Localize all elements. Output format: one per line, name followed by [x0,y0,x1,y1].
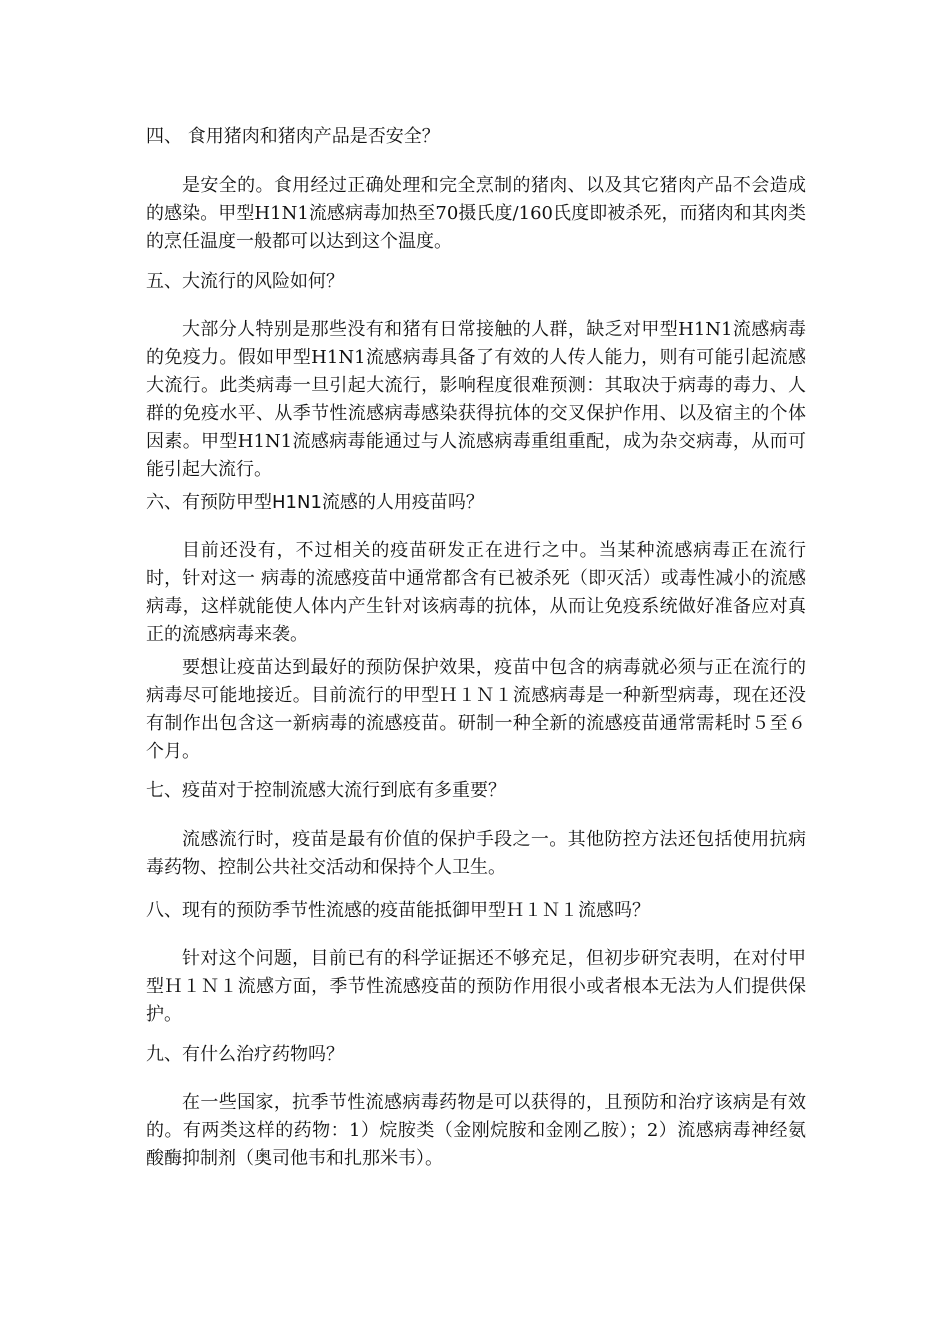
section-5-paragraph: 大部分人特别是那些没有和猪有日常接触的人群，缺乏对甲型H1N1流感病毒的免疫力。假如甲型H1N1流感病毒具备了有效的人传人能力，则有可能引起流感大流行。此类病毒一旦引起大流行，影响程度很难预测：其取决于病毒的毒力、人群的免疫水平、从季节性流感病毒感染获得抗体的交叉保护作用、以及宿主的个体因素。甲型H1N1流感病毒能通过与人流感病毒重组重配，成为杂交病毒，从而可能引起大流行。 [146,319,806,480]
section-7-heading: 七、疫苗对于控制流感大流行到底有多重要？ [146,780,506,801]
section-4-paragraph: 是安全的。食用经过正确处理和完全烹制的猪肉、以及其它猪肉产品不会造成的感染。甲型H1N1流感病毒加热至70摄氏度/160氏度即被杀死，而猪肉和其肉类的烹任温度一般都可以达到这个温度。 [146,175,806,252]
section-9-heading: 九、有什么治疗药物吗？ [146,1044,344,1065]
section-6-paragraph-2: 要想让疫苗达到最好的预防保护效果，疫苗中包含的病毒就必须与正在流行的病毒尽可能地接近。目前流行的甲型Ｈ１Ｎ１流感病毒是一种新型病毒，现在还没有制作出包含这一新病毒的流感疫苗。研制一种全新的流感疫苗通常需耗时５至６个月。 [146,657,806,762]
section-8-heading: 八、现有的预防季节性流感的疫苗能抵御甲型Ｈ１Ｎ１流感吗？ [146,900,650,921]
section-4-heading: 四、 食用猪肉和猪肉产品是否安全？ [146,126,440,147]
section-9-paragraph: 在一些国家，抗季节性流感病毒药物是可以获得的，且预防和治疗该病是有效的。有两类这样的药物：1）烷胺类（金刚烷胺和金刚乙胺）；2）流感病毒神经氨酸酶抑制剂（奥司他韦和扎那米韦）。 [146,1092,806,1169]
section-6-paragraph-1: 目前还没有，不过相关的疫苗研发正在进行之中。当某种流感病毒正在流行时，针对这一 病毒的流感疫苗中通常都含有已被杀死（即灭活）或毒性减小的流感病毒，这样就能使人体内产生针对该病毒的抗体，从而让免疫系统做好准备应对真正的流感病毒来袭。 [146,540,806,645]
section-5-heading: 五、大流行的风险如何？ [146,271,344,292]
section-7-paragraph: 流感流行时，疫苗是最有价值的保护手段之一。其他防控方法还包括使用抗病毒药物、控制公共社交活动和保持个人卫生。 [146,829,806,878]
section-6-heading: 六、有预防甲型H1N1流感的人用疫苗吗？ [146,492,484,513]
section-8-paragraph: 针对这个问题，目前已有的科学证据还不够充足，但初步研究表明，在对付甲型Ｈ１Ｎ１流感方面，季节性流感疫苗的预防作用很小或者根本无法为人们提供保护。 [146,948,806,1025]
